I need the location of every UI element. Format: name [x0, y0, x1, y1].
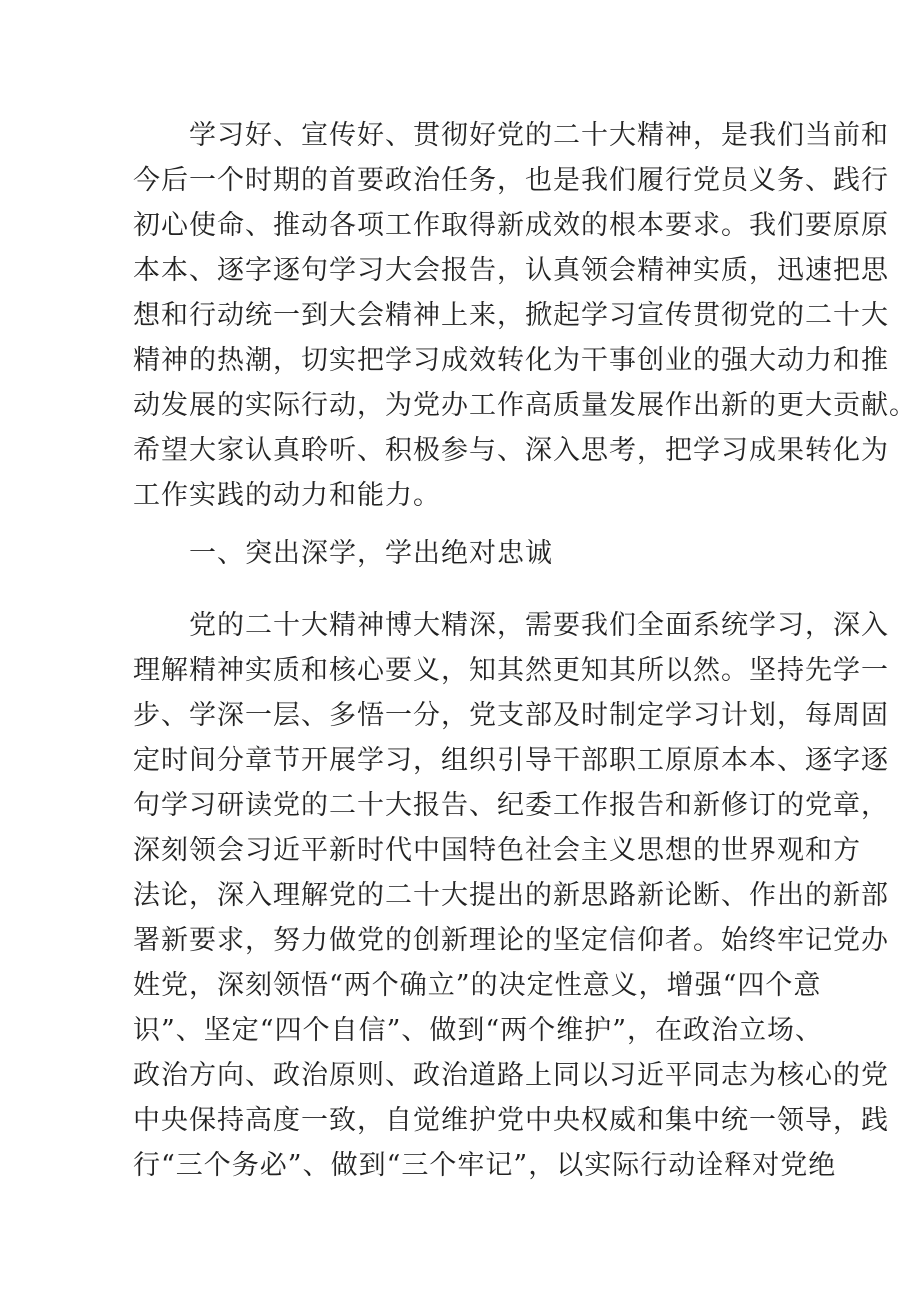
paragraph-line: 党的二十大精神博大精深，需要我们全面系统学习，深入	[189, 610, 889, 641]
paragraph-line: 识”、坚定“四个自信”、做到“两个维护”，在政治立场、	[133, 1015, 824, 1046]
paragraph-line: 行“三个务必”、做到“三个牢记”，以实际行动诠释对党绝	[133, 1150, 837, 1181]
paragraph-2	[133, 603, 889, 1188]
paragraph-line: 初心使命、推动各项工作取得新成效的根本要求。我们要原原	[133, 210, 889, 241]
paragraph-line: 希望大家认真聆听、积极参与、深入思考，把学习成果转化为	[133, 435, 889, 466]
paragraph-line: 理解精神实质和核心要义，知其然更知其所以然。坚持先学一	[133, 655, 889, 686]
paragraph-line: 本本、逐字逐句学习大会报告，认真领会精神实质，迅速把思	[133, 255, 889, 286]
paragraph-line: 中央保持高度一致，自觉维护党中央权威和集中统一领导，践	[133, 1105, 889, 1136]
paragraph-line: 深刻领会习近平新时代中国特色社会主义思想的世界观和方	[133, 835, 861, 866]
section-heading-text: 一、突出深学，学出绝对忠诚	[189, 538, 553, 569]
paragraph-line: 政治方向、政治原则、政治道路上同以习近平同志为核心的党	[133, 1060, 889, 1091]
paragraph-line: 步、学深一层、多悟一分，党支部及时制定学习计划，每周固	[133, 700, 889, 731]
section-heading	[133, 531, 793, 576]
paragraph-1	[133, 113, 917, 518]
paragraph-line: 工作实践的动力和能力。	[133, 480, 441, 511]
paragraph-line: 动发展的实际行动，为党办工作高质量发展作出新的更大贡献。	[133, 390, 917, 421]
paragraph-line: 句学习研读党的二十大报告、纪委工作报告和新修订的党章，	[133, 790, 889, 821]
paragraph-line: 定时间分章节开展学习，组织引导干部职工原原本本、逐字逐	[133, 745, 889, 776]
paragraph-line: 署新要求，努力做党的创新理论的坚定信仰者。始终牢记党办	[133, 925, 889, 956]
paragraph-line: 精神的热潮，切实把学习成效转化为干事创业的强大动力和推	[133, 345, 889, 376]
paragraph-line: 姓党，深刻领悟“两个确立”的决定性意义，增强“四个意	[133, 970, 822, 1001]
paragraph-line: 法论，深入理解党的二十大提出的新思路新论断、作出的新部	[133, 880, 889, 911]
paragraph-line: 学习好、宣传好、贯彻好党的二十大精神，是我们当前和	[189, 120, 889, 151]
paragraph-line: 今后一个时期的首要政治任务，也是我们履行党员义务、践行	[133, 165, 889, 196]
paragraph-line: 想和行动统一到大会精神上来，掀起学习宣传贯彻党的二十大	[133, 300, 889, 331]
